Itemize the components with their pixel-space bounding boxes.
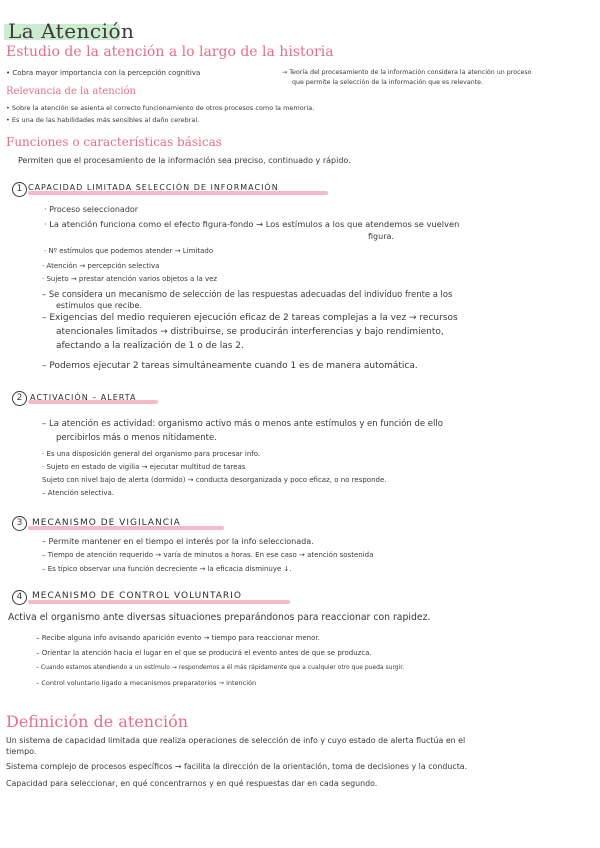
page-title: La Atención — [8, 19, 135, 43]
block-1-line-4: · Atención → percepción selectiva — [42, 262, 160, 270]
definition-line-1b: tiempo. — [6, 747, 37, 756]
block-1-line-3: · Nº estímulos que podemos atender → Limitado — [44, 247, 214, 255]
block-2-line-1b: percibirlos más o menos nítidamente. — [56, 433, 217, 443]
block-3-title: MECANISMO DE VIGILANCIA — [32, 518, 181, 528]
definition-heading: Definición de atención — [6, 712, 189, 731]
block-4-line-2: – Orientar la atención hacia el lugar en el que se producirá el evento antes de que se produzca. — [36, 649, 372, 657]
block-1-line-1: · Proceso seleccionador — [44, 205, 139, 214]
block-4-intro: Activa el organismo ante diversas situaciones preparándonos para reaccionar con rapidez. — [8, 612, 431, 623]
history-bullet: • Cobra mayor importancia con la percepción cognitiva — [6, 69, 201, 77]
relevance-bullet-2: • Es una de las habilidades más sensibles al daño cerebral. — [6, 116, 200, 124]
block-1-line-7a: – Exigencias del medio requieren ejecución eficaz de 2 tareas complejas a la vez → recursos — [42, 313, 458, 323]
block-2-line-5: – Atención selectiva. — [42, 489, 115, 497]
block-3-number: 3 — [12, 516, 27, 531]
definition-line-3: Capacidad para seleccionar, en qué concentrarnos y en qué respuestas dar en cada segundo. — [6, 779, 378, 788]
section-relevance-heading: Relevancia de la atención — [6, 86, 136, 97]
block-1-line-6b: estímulos que recibe. — [56, 301, 142, 310]
definition-line-2: Sistema complejo de procesos específicos → facilita la dirección de la orientación, toma de decisiones y la conducta. — [6, 762, 468, 771]
block-1-number: 1 — [12, 182, 27, 197]
block-1-line-2: · La atención funciona como el efecto figura-fondo → Los estímulos a los que atendemos se vuelven — [44, 219, 460, 229]
block-1-line-7c: afectando a la realización de 1 o de las 2. — [56, 341, 244, 351]
block-2-line-3: · Sujeto en estado de vigilia → ejecutar multitud de tareas — [42, 463, 246, 471]
section-functions-heading: Funciones o características básicas — [6, 135, 222, 149]
block-1-line-7b: atencionales limitados → distribuirse, se producirán interferencias y bajo rendimiento, — [56, 327, 444, 337]
block-1-line-5: · Sujeto → prestar atención varios objetos a la vez — [42, 275, 218, 283]
block-1-line-8: – Podemos ejecutar 2 tareas simultáneamente cuando 1 es de manera automática. — [42, 361, 418, 371]
block-2-line-4: Sujeto con nivel bajo de alerta (dormido) → conducta desorganizada y poco eficaz, o no responde. — [42, 476, 387, 484]
block-4-line-4: – Control voluntario ligado a mecanismos preparatorios → intención — [36, 679, 257, 687]
block-4-number: 4 — [12, 590, 27, 605]
block-4-title: MECANISMO DE CONTROL VOLUNTARIO — [32, 591, 242, 601]
block-3-line-3: – Es típico observar una función decreciente → la eficacia disminuye ↓. — [42, 565, 292, 573]
definition-line-1: Un sistema de capacidad limitada que realiza operaciones de selección de info y cuyo estado de alerta fluctúa en el — [6, 736, 466, 745]
relevance-bullet-1: • Sobre la atención se asienta el correcto funcionamiento de otros procesos como la memoria. — [6, 104, 315, 112]
history-arrow-note-1: → Teoría del procesamiento de la información considera la atención un proceso — [282, 69, 532, 76]
block-4-line-1: – Recibe alguna info avisando aparición evento → tiempo para reaccionar menor. — [36, 634, 320, 642]
block-1-title: CAPACIDAD LIMITADA SELECCIÓN DE INFORMACIÓN — [28, 183, 279, 192]
block-1-line-6a: – Se considera un mecanismo de selección de las respuestas adecuadas del individuo frente a los — [42, 289, 453, 299]
section-history-heading: Estudio de la atención a lo largo de la historia — [6, 44, 334, 60]
block-2-line-1a: – La atención es actividad: organismo activo más o menos ante estímulos y en función de ello — [42, 419, 443, 429]
history-arrow-note-2: que permite la selección de la información que es relevante. — [292, 79, 484, 86]
block-4-line-3: – Cuando estamos atendiendo a un estímulo → respondemos a él más rápidamente que a cualquier otro que pueda surgir. — [36, 664, 405, 671]
block-2-number: 2 — [12, 391, 27, 406]
block-2-title: ACTIVACIÓN – ALERTA — [30, 393, 137, 402]
functions-intro: Permiten que el procesamiento de la información sea preciso, continuado y rápido. — [18, 156, 351, 165]
block-3-line-1: – Permite mantener en el tiempo el interés por la info seleccionada. — [42, 537, 314, 546]
block-1-line-2b: figura. — [368, 232, 394, 241]
block-3-line-2: – Tiempo de atención requerido → varía de minutos a horas. En ese caso → atención sostenida — [42, 551, 374, 559]
block-2-line-2: · Es una disposición general del organismo para procesar info. — [42, 450, 261, 458]
